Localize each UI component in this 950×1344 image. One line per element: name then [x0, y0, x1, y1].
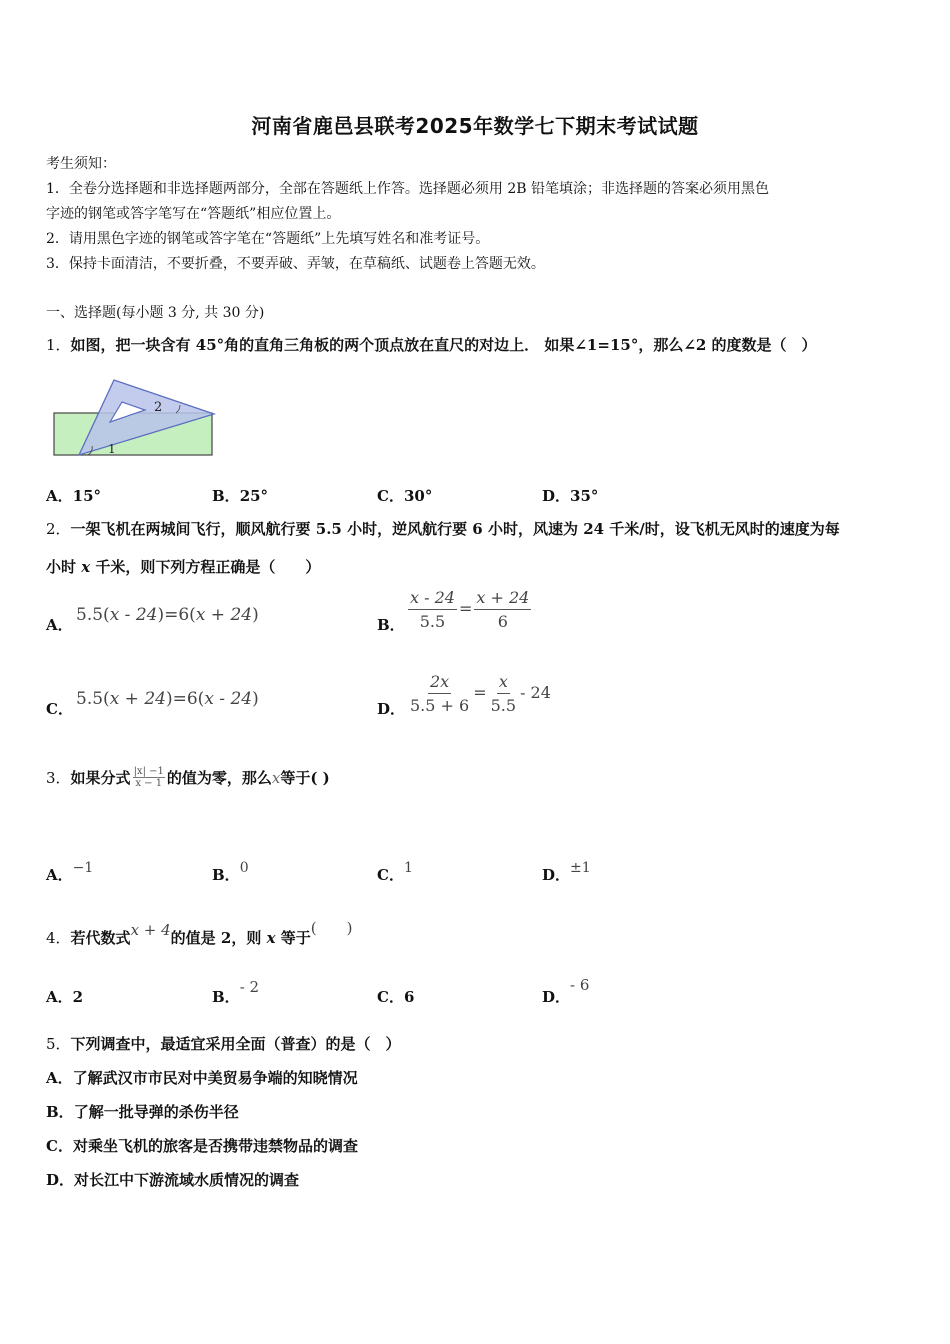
question-5: 5．下列调查中，最适宜采用全面（普查）的是（ ） [46, 1035, 401, 1053]
q4-option-b[interactable]: B．- 2 [212, 978, 260, 1006]
q1-option-b[interactable]: B．25° [212, 487, 269, 505]
notice-line-1b: 字迹的钢笔或答字笔写在“答题纸”相应位置上。 [46, 206, 341, 222]
question-3: 3． 如果分式 $\frac{|x| -1}{x - 1}$ 的值为零，那么 x 等于( ) [46, 766, 330, 789]
q4-option-a[interactable]: A．2 [46, 988, 84, 1006]
notice-line-3: 3．保持卡面清洁，不要折叠，不要弄破、弄皱，在草稿纸、试题卷上答题无效。 [46, 256, 545, 272]
q5-option-d[interactable]: D．对长江中下游流域水质情况的调查 [46, 1171, 300, 1189]
q2-option-b-label[interactable]: B． [377, 616, 405, 634]
question-2-line-1: 2．一架飞机在两城间飞行，顺风航行要 5.5 小时，逆风航行要 6 小时，风速为 24 千米/时，设飞机无风时的速度为每 [46, 520, 840, 538]
q2-option-d-label[interactable]: D． [377, 700, 406, 718]
q3-option-d[interactable]: D．±1 [542, 860, 591, 884]
angle-2-label: 2 [154, 400, 163, 415]
q1-option-d[interactable]: D．35° [542, 487, 599, 505]
question-1 [46, 334, 817, 355]
q5-option-b[interactable]: B．了解一批导弹的杀伤半径 [46, 1103, 239, 1121]
q1-option-a[interactable]: A．15° [46, 487, 102, 505]
page-title: 河南省鹿邑县联考2025年数学七下期末考试试题 [251, 114, 699, 138]
q3-fraction: $\frac{|x| -1}{x - 1}$ [133, 766, 164, 789]
q3-option-b[interactable]: B．0 [212, 860, 249, 884]
angle-1-label: 1 [108, 442, 116, 456]
q2-option-c-label[interactable]: C． [46, 700, 73, 718]
question-number: 1． [46, 336, 71, 354]
q2-option-d-equation: $\frac{2x}{5.5 + 6}$ = $\frac{x}{5.5}$ - 24 [410, 672, 551, 715]
question-2-line-2: 小时 x 千米，则下列方程正确是（ ） [46, 558, 321, 576]
q4-option-d[interactable]: D．- 6 [542, 976, 590, 1006]
q3-option-a[interactable]: A．−1 [46, 860, 94, 884]
q3-option-c[interactable]: C．1 [377, 860, 413, 884]
q2-option-c-equation: 5.5(x + 24)=6(x - 24) [76, 689, 259, 709]
q4-option-c[interactable]: C．6 [377, 988, 415, 1006]
q2-option-b-equation: $\frac{x - 24}{5.5}$ = $\frac{x + 24}{6}$ [410, 588, 530, 631]
q2-option-a-equation: 5.5(x - 24)=6(x + 24) [76, 605, 259, 625]
section-heading: 一、选择题(每小题 3 分, 共 30 分) [46, 305, 265, 321]
q2-option-a-label[interactable]: A． [46, 616, 73, 634]
q1-option-c[interactable]: C．30° [377, 487, 433, 505]
q5-option-c[interactable]: C．对乘坐飞机的旅客是否携带违禁物品的调查 [46, 1137, 358, 1155]
notice-line-1a: 1．全卷分选择题和非选择题两部分，全部在答题纸上作答。选择题必须用 2B 铅笔填涂；非选择题的答案必须用黑色 [46, 181, 769, 197]
q5-option-a[interactable]: A．了解武汉市市民对中美贸易争端的知晓情况 [46, 1069, 358, 1087]
triangle-ruler-figure [48, 372, 218, 460]
notice-heading: 考生须知： [46, 156, 116, 172]
notice-line-2: 2．请用黑色字迹的钢笔或答字笔在“答题纸”上先填写姓名和准考证号。 [46, 231, 490, 247]
question-text: 如图，把一块含有 45°角的直角三角板的两个顶点放在直尺的对边上． 如果∠1=15°，那么∠2 的度数是（ ） [70, 336, 817, 354]
question-4: 4．若代数式x + 4的值是 2，则 x 等于( ) [46, 919, 353, 947]
